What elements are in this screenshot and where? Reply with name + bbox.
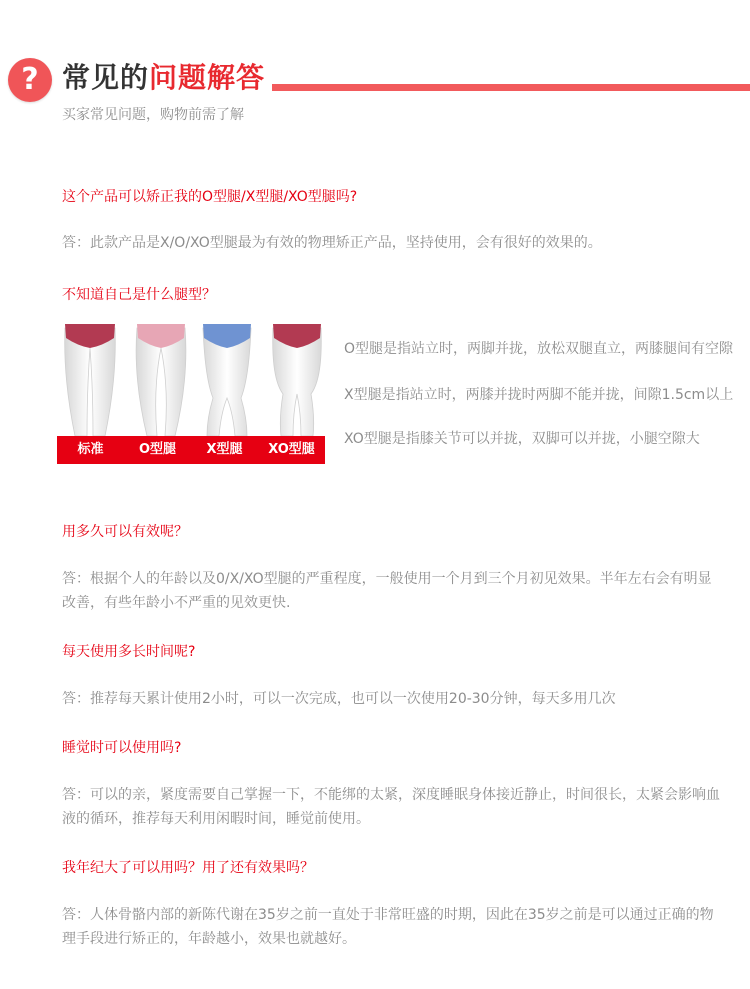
- header-divider: [272, 84, 750, 91]
- o-legs: [136, 324, 186, 436]
- page-title: 常见的问题解答: [62, 61, 266, 94]
- x-legs: [203, 324, 251, 436]
- faq-question: 睡觉时可以使用吗?: [62, 740, 182, 756]
- legtype-label: 标准: [77, 442, 104, 457]
- legtype-description: O型腿是指站立时，两脚并拢，放松双腿直立，两膝腿间有空隙: [344, 341, 734, 357]
- legtype-description: XO型腿是指膝关节可以并拢，双脚可以并拢，小腿空隙大: [344, 431, 700, 447]
- faq-answer: 答：人体骨骼内部的新陈代谢在35岁之前一直处于非常旺盛的时期，因此在35岁之前是可以通过正确的物理手段进行矫正的，年龄越小，效果也就越好。: [62, 907, 714, 947]
- faq-question: 这个产品可以矫正我的O型腿/X型腿/XO型腿吗?: [62, 189, 358, 205]
- faq-answer: 答：推荐每天累计使用2小时，可以一次完成，也可以一次使用20-30分钟，每天多用几次: [62, 691, 616, 707]
- legtype-label: XO型腿: [268, 442, 315, 457]
- faq-question: 我年纪大了可以用吗？用了还有效果吗？: [62, 860, 314, 876]
- faq-question: 用多久可以有效呢？: [62, 524, 188, 540]
- section-header: [0, 0, 750, 130]
- page-subtitle: 买家常见问题，购物前需了解: [62, 107, 244, 123]
- faq-question: 每天使用多长时间呢?: [62, 644, 196, 660]
- faq-answer: 答：此款产品是X/O/XO型腿最为有效的物理矫正产品，坚持使用，会有很好的效果的。: [62, 235, 602, 251]
- legtype-description: X型腿是指站立时，两膝并拢时两脚不能并拢，间隙1.5cm以上: [344, 387, 734, 403]
- legtype-illustration: [57, 318, 325, 436]
- standard-legs: [65, 324, 116, 436]
- legtype-label: O型腿: [138, 442, 177, 457]
- question-mark-icon: ?: [8, 58, 52, 102]
- xo-legs: [273, 324, 322, 436]
- legtype-figure: [57, 318, 325, 464]
- legtype-label: X型腿: [206, 442, 243, 457]
- legtype-label-bar: [57, 436, 325, 464]
- faq-question: 不知道自己是什么腿型？: [62, 287, 216, 303]
- faq-answer: 答：根据个人的年龄以及0/X/XO型腿的严重程度，一般使用一个月到三个月初见效果。半年左右会有明显改善，有些年龄小不严重的见效更快.: [62, 571, 712, 611]
- faq-answer: 答：可以的亲，紧度需要自己掌握一下，不能绑的太紧，深度睡眠身体接近静止，时间很长，太紧会影响血液的循环，推荐每天利用闲暇时间，睡觉前使用。: [62, 787, 720, 827]
